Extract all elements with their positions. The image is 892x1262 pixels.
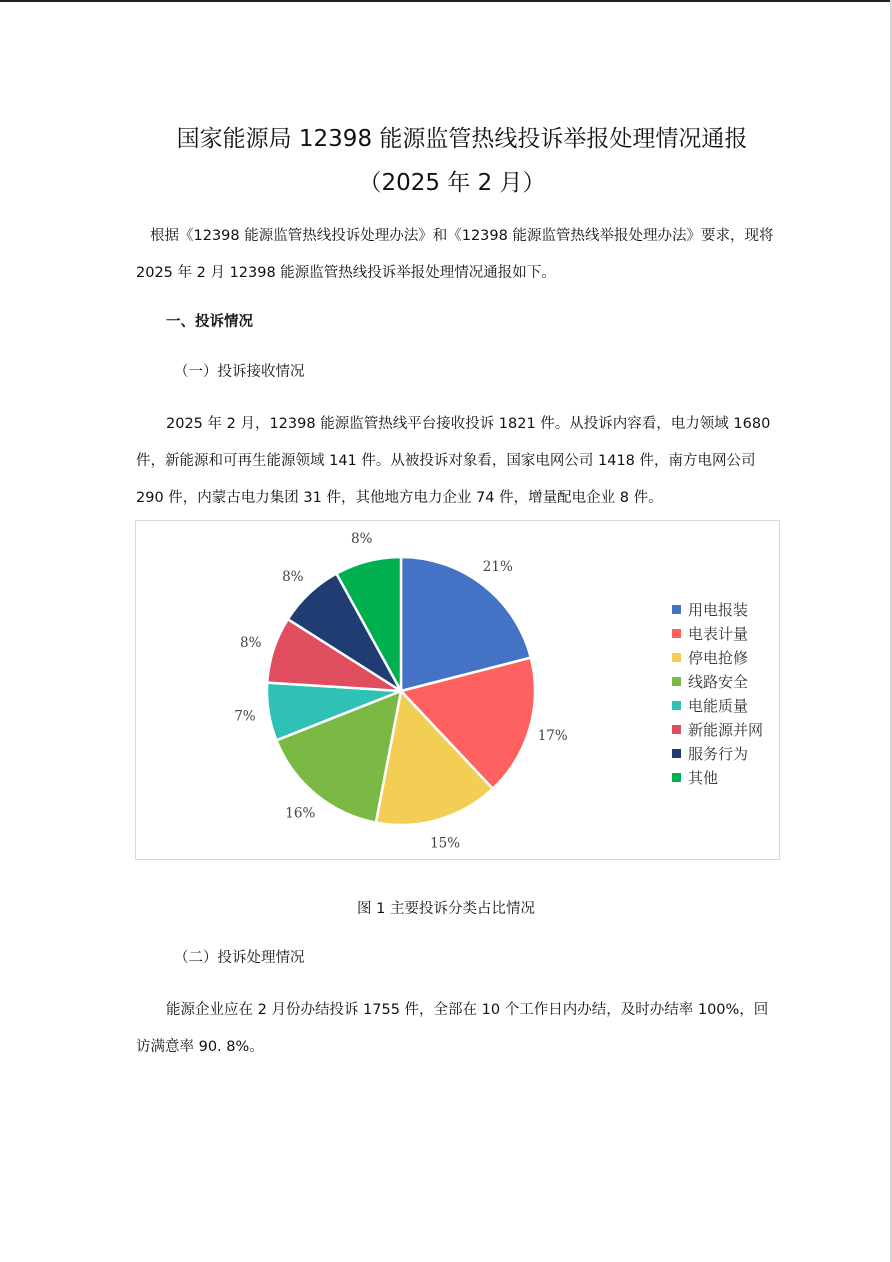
legend-label: 新能源并网 (688, 720, 764, 739)
figure-caption: 图 1 主要投诉分类占比情况 (357, 901, 535, 917)
legend-swatch (672, 605, 681, 614)
legend-label: 电表计量 (688, 624, 749, 643)
legend-item (672, 597, 763, 621)
receipt-paragraph: 2025 年 2 月，12398 能源监管热线平台接收投诉 1821 件。从投诉内容看，电力领域 1680 件，新能源和可再生能源领域 141 件。从被投诉对象看，国家电网公司 1418 件，南方电网公司 290 件，内蒙古电力集团 31 件，其他地方电力企业 74 件，增量配电企业 8 件。 (136, 416, 771, 506)
legend-item (672, 741, 763, 765)
legend-item (672, 717, 763, 741)
legend-label: 线路安全 (688, 672, 749, 691)
pie-data-label-5: 7% (234, 708, 256, 725)
legend-swatch (672, 749, 681, 758)
complaint-category-pie-chart (135, 520, 780, 860)
pie-data-label-6: 8% (239, 635, 262, 652)
chart-legend (672, 597, 763, 789)
subsection-heading-handling: （二）投诉处理情况 (174, 950, 305, 966)
pie-data-label-8: 8% (350, 531, 373, 547)
pie-data-label-4: 16% (285, 805, 316, 822)
legend-item (672, 621, 763, 645)
legend-item (672, 765, 763, 789)
intro-paragraph: 根据《12398 能源监管热线投诉处理办法》和《12398 能源监管热线举报处理办法》要求，现将 2025 年 2 月 12398 能源监管热线投诉举报处理情况通报如下。 (136, 228, 774, 281)
pie-data-label-2: 17% (537, 728, 568, 745)
legend-swatch (672, 653, 681, 662)
page-top-border (0, 0, 892, 2)
legend-swatch (672, 629, 681, 638)
legend-label: 其他 (688, 768, 719, 787)
pie-data-label-1: 21% (482, 559, 513, 576)
legend-label: 用电报装 (688, 600, 749, 619)
document-title: 国家能源局 12398 能源监管热线投诉举报处理情况通报 (176, 126, 748, 152)
subsection-heading-receipt: （一）投诉接收情况 (174, 364, 305, 380)
legend-swatch (672, 677, 681, 686)
legend-label: 服务行为 (688, 744, 749, 763)
legend-item (672, 693, 763, 717)
pie-data-label-3: 15% (430, 835, 461, 852)
legend-swatch (672, 701, 681, 710)
handling-paragraph: 能源企业应在 2 月份办结投诉 1755 件，全部在 10 个工作日内办结，及时办结率 100%，回访满意率 90. 8%。 (136, 1002, 769, 1055)
legend-swatch (672, 773, 681, 782)
legend-label: 电能质量 (688, 696, 749, 715)
legend-label: 停电抢修 (688, 648, 749, 667)
legend-item (672, 669, 763, 693)
legend-swatch (672, 725, 681, 734)
section-heading-complaints: 一、投诉情况 (166, 314, 253, 330)
document-subtitle-date: （2025 年 2 月） (358, 170, 546, 196)
legend-item (672, 645, 763, 669)
pie-data-label-7: 8% (282, 568, 304, 585)
